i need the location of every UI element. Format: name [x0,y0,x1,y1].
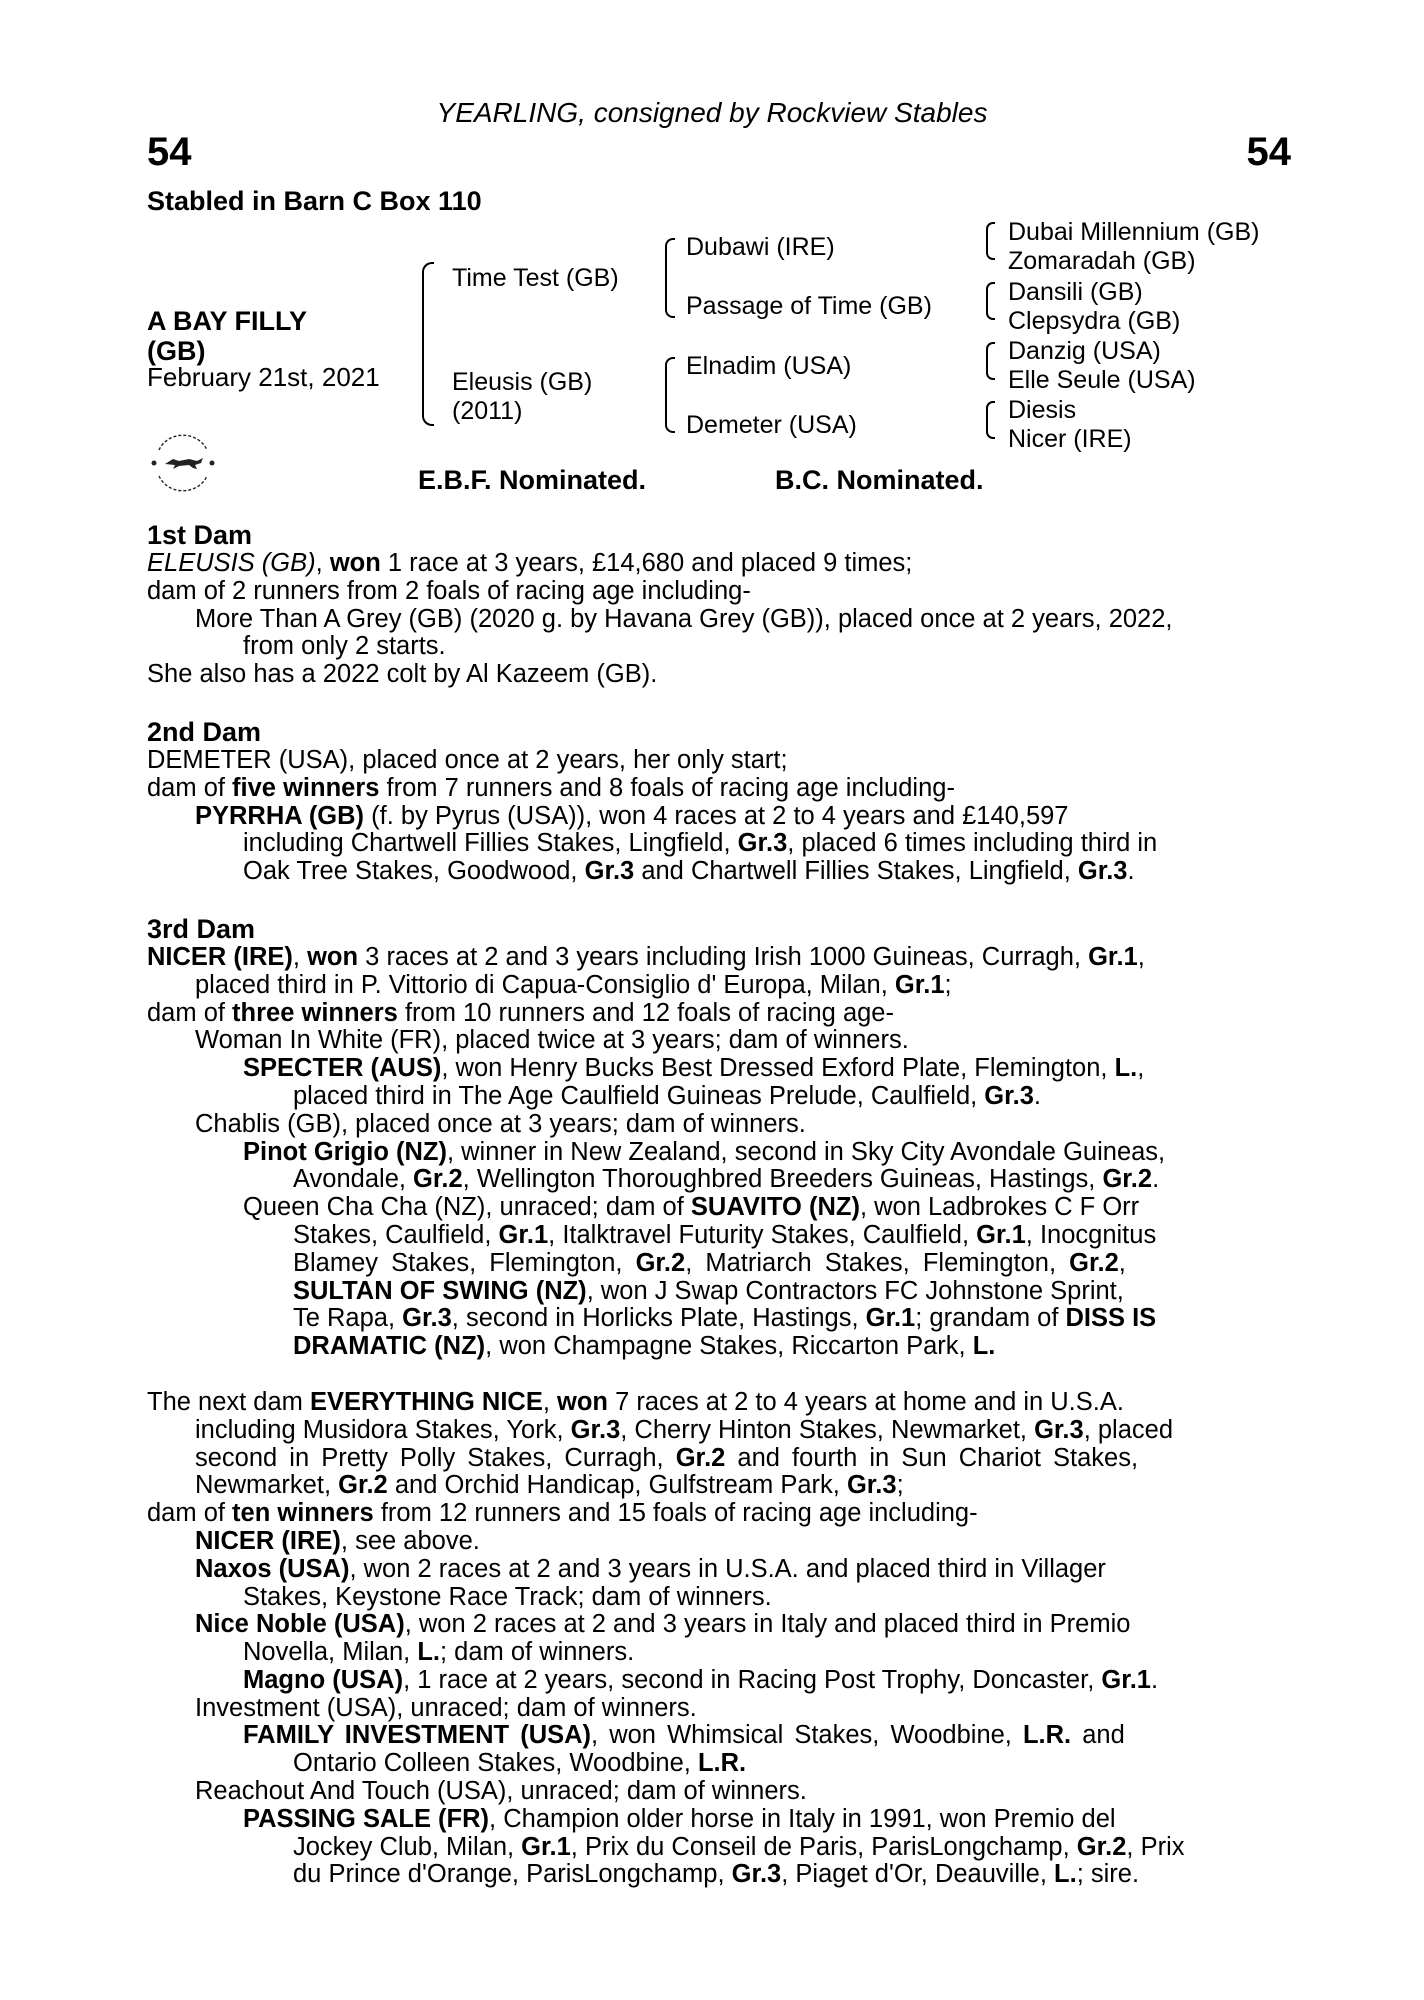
grade: Gr.2 [1069,1248,1119,1277]
grade: Gr.2 [413,1165,463,1194]
horse-name: A BAY FILLY [147,306,308,336]
grade: Gr.1 [1101,1665,1151,1694]
text-fragment: Newmarket, [195,1471,339,1500]
text-fragment: Te Rapa, [293,1304,403,1333]
grade: Gr.3 [1034,1415,1084,1444]
pedigree-dam-dam: Demeter (USA) [686,411,857,439]
text-fragment: and fourth in Sun Chariot Stakes, [725,1443,1139,1472]
text-fragment: , Inocgnitus [1025,1220,1157,1249]
pedigree-sdd: Clepsydra (GB) [1008,307,1181,335]
pedigree-brace-dam [665,357,675,433]
text-fragment: Queen Cha Cha (NZ), unraced; dam of [243,1193,691,1222]
pedigree-brace-sire [665,238,675,318]
text-fragment: from 12 runners and 15 foals of racing age including- [373,1499,978,1528]
produce-name: SPECTER (AUS) [243,1054,442,1083]
text-fragment: placed third in The Age Caulfield Guineas Prelude, Caulfield, [293,1081,985,1110]
text-fragment: ; sire. [1076,1860,1140,1889]
grade: Gr.2 [1076,1832,1127,1861]
text-fragment: Jockey Club, Milan, [293,1832,522,1861]
text-fragment: Ontario Colleen Stakes, Woodbine, [293,1749,698,1778]
text-fragment: , [292,942,308,971]
pedigree-brace-dd [986,401,995,439]
produce-line: Chablis (GB), placed once at 3 years; dam of winners. [195,1109,806,1138]
text-fragment: ; grandam of [915,1304,1066,1333]
grade: Gr.1 [498,1220,549,1249]
first-dam-produce-summary: dam of 2 runners from 2 foals of racing age including- [147,576,751,605]
text-fragment: , Piaget d'Or, Deauville, [781,1860,1055,1889]
produce-name: SULTAN OF SWING (NZ) [293,1276,587,1305]
first-dam-heading: 1st Dam [147,520,253,550]
grade: Gr.1 [865,1304,916,1333]
text-fragment: , [1118,1248,1126,1277]
text-fragment: from 10 runners and 12 foals of racing age- [397,998,894,1027]
produce-name: PYRRHA (GB) [195,801,365,830]
third-dam-heading: 3rd Dam [147,913,256,944]
text-fragment: , won 2 races at 2 and 3 years in Italy and placed third in Premio [404,1610,1131,1639]
pedigree-brace-ss [986,222,995,260]
produce-name: Magno (USA) [243,1665,404,1694]
won-label: won [329,549,381,577]
pedigree-ssd: Zomaradah (GB) [1008,247,1196,275]
text-fragment: . [1033,1081,1042,1110]
grade: Gr.3 [402,1304,452,1333]
winners-count: ten winners [232,1499,374,1528]
grade: Gr.1 [894,970,945,999]
text-fragment: , Prix [1126,1832,1185,1861]
stabled-location: Stabled in Barn C Box 110 [147,186,482,216]
page-subtitle: YEARLING, consigned by Rockview Stables [436,97,988,128]
text-fragment: and Orchid Handicap, Gulfstream Park, [387,1471,847,1500]
grade: Gr.3 [570,1415,621,1444]
text-fragment: , won Whimsical Stakes, Woodbine, [591,1721,1023,1750]
produce-name: NICER (IRE) [195,1526,341,1555]
produce-line: Reachout And Touch (USA), unraced; dam of winners. [195,1777,807,1806]
pedigree-brace-ds [986,342,995,380]
first-dam-note: She also has a 2022 colt by Al Kazeem (GB). [147,660,658,689]
grade: Gr.3 [737,829,788,858]
pedigree-dsd: Elle Seule (USA) [1008,366,1196,394]
pedigree-sire-dam: Passage of Time (GB) [686,292,932,320]
text-fragment: , Italktravel Futurity Stakes, Caulfield, [548,1220,977,1249]
pedigree-sds: Dansili (GB) [1008,278,1143,306]
next-dam-section [147,1389,1288,1889]
text-fragment: , Wellington Thoroughbred Breeders Guineas, Hastings, [462,1165,1103,1194]
text-fragment: , Cherry Hinton Stakes, Newmarket, [620,1415,1035,1444]
text-fragment: , won Champagne Stakes, Riccarton Park, [485,1332,973,1361]
pedigree-dam: Eleusis (GB) [452,368,593,396]
text-fragment: Stakes, Caulfield, [293,1220,499,1249]
text-fragment: dam of [147,998,233,1027]
won-label: won [307,942,359,971]
grade: Gr.2 [1102,1165,1153,1194]
grade: Gr.1 [976,1220,1026,1249]
grade: Gr.3 [731,1860,782,1889]
produce-line: Woman In White (FR), placed twice at 3 years; dam of winners. [195,1026,909,1055]
text-fragment: and Chartwell Fillies Stakes, Lingfield, [634,857,1078,886]
text-fragment: , placed [1083,1415,1174,1444]
pedigree-dam-year: (2011) [452,397,523,425]
grade: Gr.1 [1088,942,1138,971]
text-fragment: , Prix du Conseil de Paris, ParisLongchamp, [570,1832,1077,1861]
text-fragment: , placed 6 times including third in [787,829,1158,858]
grade: Gr.2 [635,1248,686,1277]
text-fragment: including Chartwell Fillies Stakes, Lingfield, [243,829,738,858]
text-fragment: . [1151,1665,1159,1694]
text-fragment: du Prince d'Orange, ParisLongchamp, [293,1860,732,1889]
text-fragment: , won Henry Bucks Best Dressed Exford Plate, Flemington, [441,1054,1115,1083]
ebf-logo-icon [145,428,221,498]
pedigree-dds: Diesis [1008,396,1077,424]
text-fragment: The next dam [147,1387,310,1416]
horse-foaling-date: February 21st, 2021 [147,362,380,392]
second-dam-heading: 2nd Dam [147,716,262,747]
produce-name: DISS IS [1065,1304,1157,1333]
grade: Gr.2 [675,1443,726,1472]
text-fragment: 1 race at 3 years, £14,680 and placed 9 times; [380,549,913,577]
ebf-nominated: E.B.F. Nominated. [418,465,647,495]
produce-name: DRAMATIC (NZ) [293,1332,486,1361]
pedigree-dam-sire: Elnadim (USA) [686,352,852,380]
grade: Gr.1 [521,1832,571,1861]
first-dam-name: ELEUSIS (GB) [147,549,316,577]
lot-number-left: 54 [147,130,192,174]
lot-number-right: 54 [1246,130,1291,174]
text-fragment: , won 2 races at 2 and 3 years in U.S.A. and placed third in Villager [349,1554,1106,1583]
produce-name: SUAVITO (NZ) [690,1193,860,1222]
text-fragment: dam of [147,1499,233,1528]
pedigree-ddd: Nicer (IRE) [1008,425,1132,453]
winners-count: three winners [232,998,398,1027]
pedigree-dss: Danzig (USA) [1008,337,1161,365]
text-fragment: , [1137,1054,1145,1083]
text-fragment: , winner in New Zealand, second in Sky City Avondale Guineas, [446,1137,1166,1166]
grade: L. [1054,1860,1077,1889]
second-dam-name-line: DEMETER (USA), placed once at 2 years, her only start; [147,745,788,774]
text-fragment: . [1152,1165,1160,1194]
produce-line-cont: Stakes, Keystone Race Track; dam of winners. [243,1582,772,1611]
text-fragment: dam of [147,773,233,802]
text-fragment: , [1137,942,1145,971]
text-fragment: second in Pretty Polly Stakes, Curragh, [195,1443,676,1472]
dam-name: NICER (IRE) [147,942,293,971]
produce-name: Nice Noble (USA) [195,1610,405,1639]
grade: Gr.3 [584,857,635,886]
grade: Gr.3 [1077,857,1128,886]
text-fragment: , Matriarch Stakes, Flemington, [685,1248,1070,1277]
text-fragment: Blamey Stakes, Flemington, [293,1248,636,1277]
produce-name: FAMILY INVESTMENT (USA) [243,1721,592,1750]
pedigree-sire: Time Test (GB) [452,264,619,292]
text-fragment: . [1127,857,1135,886]
first-dam-produce-1: More Than A Grey (GB) (2020 g. by Havana Grey (GB)), placed once at 2 years, 2022, [195,604,1173,633]
text-fragment: , Champion older horse in Italy in 1991, won Premio del [489,1804,1116,1833]
text-fragment: ; [896,1471,904,1500]
grade: Gr.2 [338,1471,388,1500]
first-dam-produce-1-cont: from only 2 starts. [243,632,446,661]
catalogue-body [147,520,1288,1889]
grade: Gr.3 [984,1081,1034,1110]
grade: L. [972,1332,996,1361]
text-fragment: and [1071,1721,1125,1750]
third-dam-section [147,914,1288,1361]
pedigree-brace-gen1 [422,262,434,426]
text-fragment: ; dam of winners. [440,1638,635,1667]
produce-line: Investment (USA), unraced; dam of winners. [195,1693,697,1722]
first-dam-section [147,520,1288,689]
bc-nominated: B.C. Nominated. [775,465,984,495]
produce-name: PASSING SALE (FR) [243,1804,490,1833]
grade: L. [417,1638,440,1667]
text-fragment: , won J Swap Contractors FC Johnstone Sprint, [586,1276,1124,1305]
text-fragment: , [315,549,330,577]
produce-name: Pinot Grigio (NZ) [243,1137,447,1166]
text-fragment: , second in Horlicks Plate, Hastings, [451,1304,866,1333]
second-dam-section [147,717,1288,886]
text-fragment: Oak Tree Stakes, Goodwood, [243,857,585,886]
text-fragment: from 7 runners and 8 foals of racing age including- [379,773,955,802]
text-fragment: Novella, Milan, [243,1638,418,1667]
text-fragment: , [542,1387,558,1416]
grade: L.R. [1022,1721,1072,1750]
text-fragment: 3 races at 2 and 3 years including Irish 1000 Guineas, Curragh, [358,942,1089,971]
grade: Gr.3 [846,1471,897,1500]
pedigree-sss: Dubai Millennium (GB) [1008,218,1260,246]
winners-count: five winners [232,773,380,802]
horse-name-country: (GB) [147,336,206,366]
produce-name: Naxos (USA) [195,1554,350,1583]
pedigree-sire-sire: Dubawi (IRE) [686,233,835,261]
won-label: won [557,1387,609,1416]
grade: L.R. [697,1749,747,1778]
pedigree-brace-sd [986,282,995,320]
text-fragment: , 1 race at 2 years, second in Racing Post Trophy, Doncaster, [403,1665,1102,1694]
grade: L. [1114,1054,1138,1083]
text-fragment: ; [944,970,952,999]
text-fragment: (f. by Pyrus (USA)), won 4 races at 2 to 4 years and £140,597 [364,801,1069,830]
text-fragment: , won Ladbrokes C F Orr [859,1193,1140,1222]
dam-name: EVERYTHING NICE [310,1387,543,1416]
text-fragment: placed third in P. Vittorio di Capua-Consiglio d' Europa, Milan, [195,970,895,999]
text-fragment: Avondale, [293,1165,414,1194]
text-fragment: , see above. [340,1526,480,1555]
text-fragment: 7 races at 2 to 4 years at home and in U.S.A. [608,1387,1124,1416]
text-fragment: including Musidora Stakes, York, [195,1415,571,1444]
